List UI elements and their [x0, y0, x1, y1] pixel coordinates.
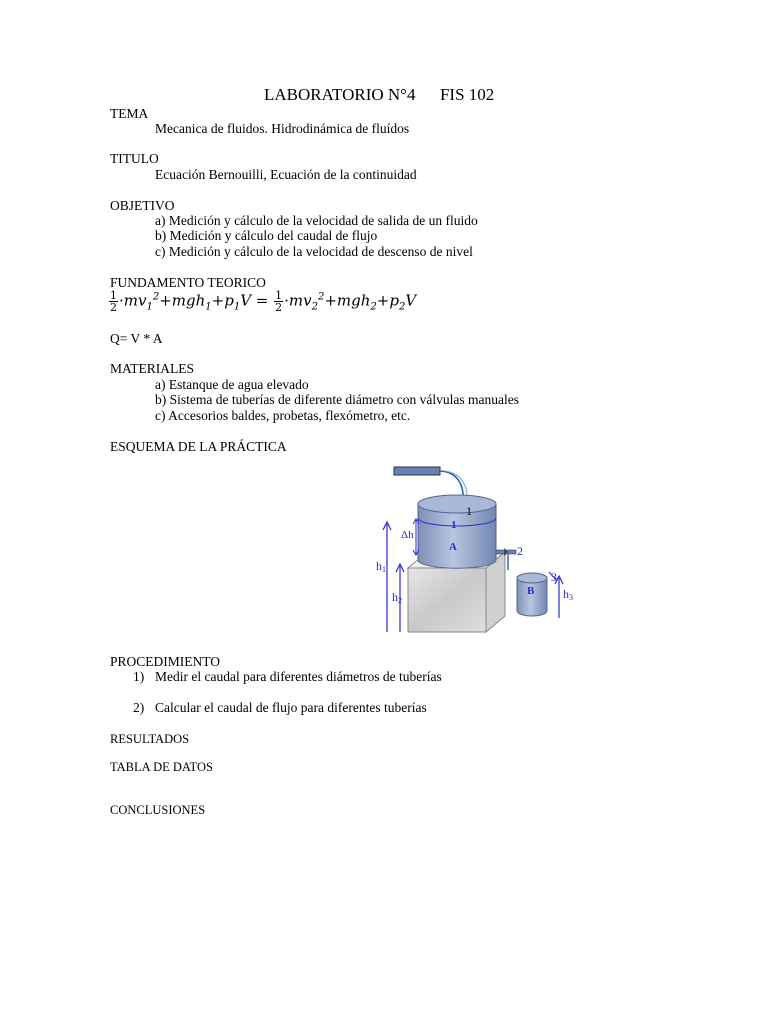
tank-a [418, 504, 496, 568]
tema-text: Mecanica de fluidos. Hidrodinámica de fluídos [155, 121, 410, 136]
label-bucket-b: B [527, 585, 535, 597]
label-tank-level: 1 [451, 519, 457, 531]
label-delta-h: Δh [401, 529, 414, 541]
h1-arrow [383, 522, 391, 632]
practice-diagram [360, 458, 590, 638]
procedimiento-num: 1) [133, 669, 145, 684]
pedestal [408, 568, 486, 632]
label-h3: h3 [563, 587, 573, 602]
materiales-item: a) Estanque de agua elevado [155, 377, 309, 392]
label-point-1: 1 [466, 504, 472, 518]
tabla-heading: TABLA DE DATOS [110, 760, 213, 774]
bucket-b [517, 578, 547, 616]
materiales-heading: MATERIALES [110, 361, 194, 376]
procedimiento-num: 2) [133, 700, 145, 715]
label-h2: h2 [392, 590, 402, 605]
course-code: FIS 102 [439, 85, 495, 104]
continuity-equation: Q= V * A [110, 331, 163, 346]
titulo-heading: TITULO [110, 151, 159, 166]
materiales-item: c) Accesorios baldes, probetas, flexómetro, etc. [155, 408, 411, 423]
objetivo-item: a) Medición y cálculo de la velocidad de salida de un fluido [155, 213, 478, 228]
titulo-text: Ecuación Bernouilli, Ecuación de la continuidad [155, 167, 417, 182]
label-point-3: 3 [551, 570, 557, 584]
label-h1: h1 [376, 559, 386, 574]
materiales-item: b) Sistema de tuberías de diferente diámetro con válvulas manuales [155, 392, 519, 407]
procedimiento-heading: PROCEDIMIENTO [110, 654, 221, 669]
objetivo-heading: OBJETIVO [110, 198, 175, 213]
resultados-heading: RESULTADOS [110, 732, 190, 746]
label-point-2: 2 [517, 544, 523, 558]
tema-heading: TEMA [110, 106, 149, 121]
label-tank-a: A [449, 541, 457, 553]
objetivo-item: c) Medición y cálculo de la velocidad de descenso de nivel [155, 244, 473, 259]
document-title [264, 87, 494, 103]
conclusiones-heading: CONCLUSIONES [110, 803, 206, 817]
bernoulli-equation: $\frac{1}{2}$ $\cdot mv_1^2+mgh_1+p_1V$ = $\frac{1}{2}$ $\cdot mv_2^2+mgh_2+p_2V$ [110, 289, 417, 314]
procedimiento-item: Medir el caudal para diferentes diámetros de tuberías [155, 669, 442, 684]
supply-pipe [394, 467, 440, 475]
lab-number: LABORATORIO N°4 [264, 85, 416, 104]
esquema-heading: ESQUEMA DE LA PRÁCTICA [110, 439, 287, 454]
procedimiento-item: Calcular el caudal de flujo para diferentes tuberías [155, 700, 427, 715]
objetivo-item: b) Medición y cálculo del caudal de flujo [155, 228, 378, 243]
fundamento-heading: FUNDAMENTO TEORICO [110, 275, 266, 290]
